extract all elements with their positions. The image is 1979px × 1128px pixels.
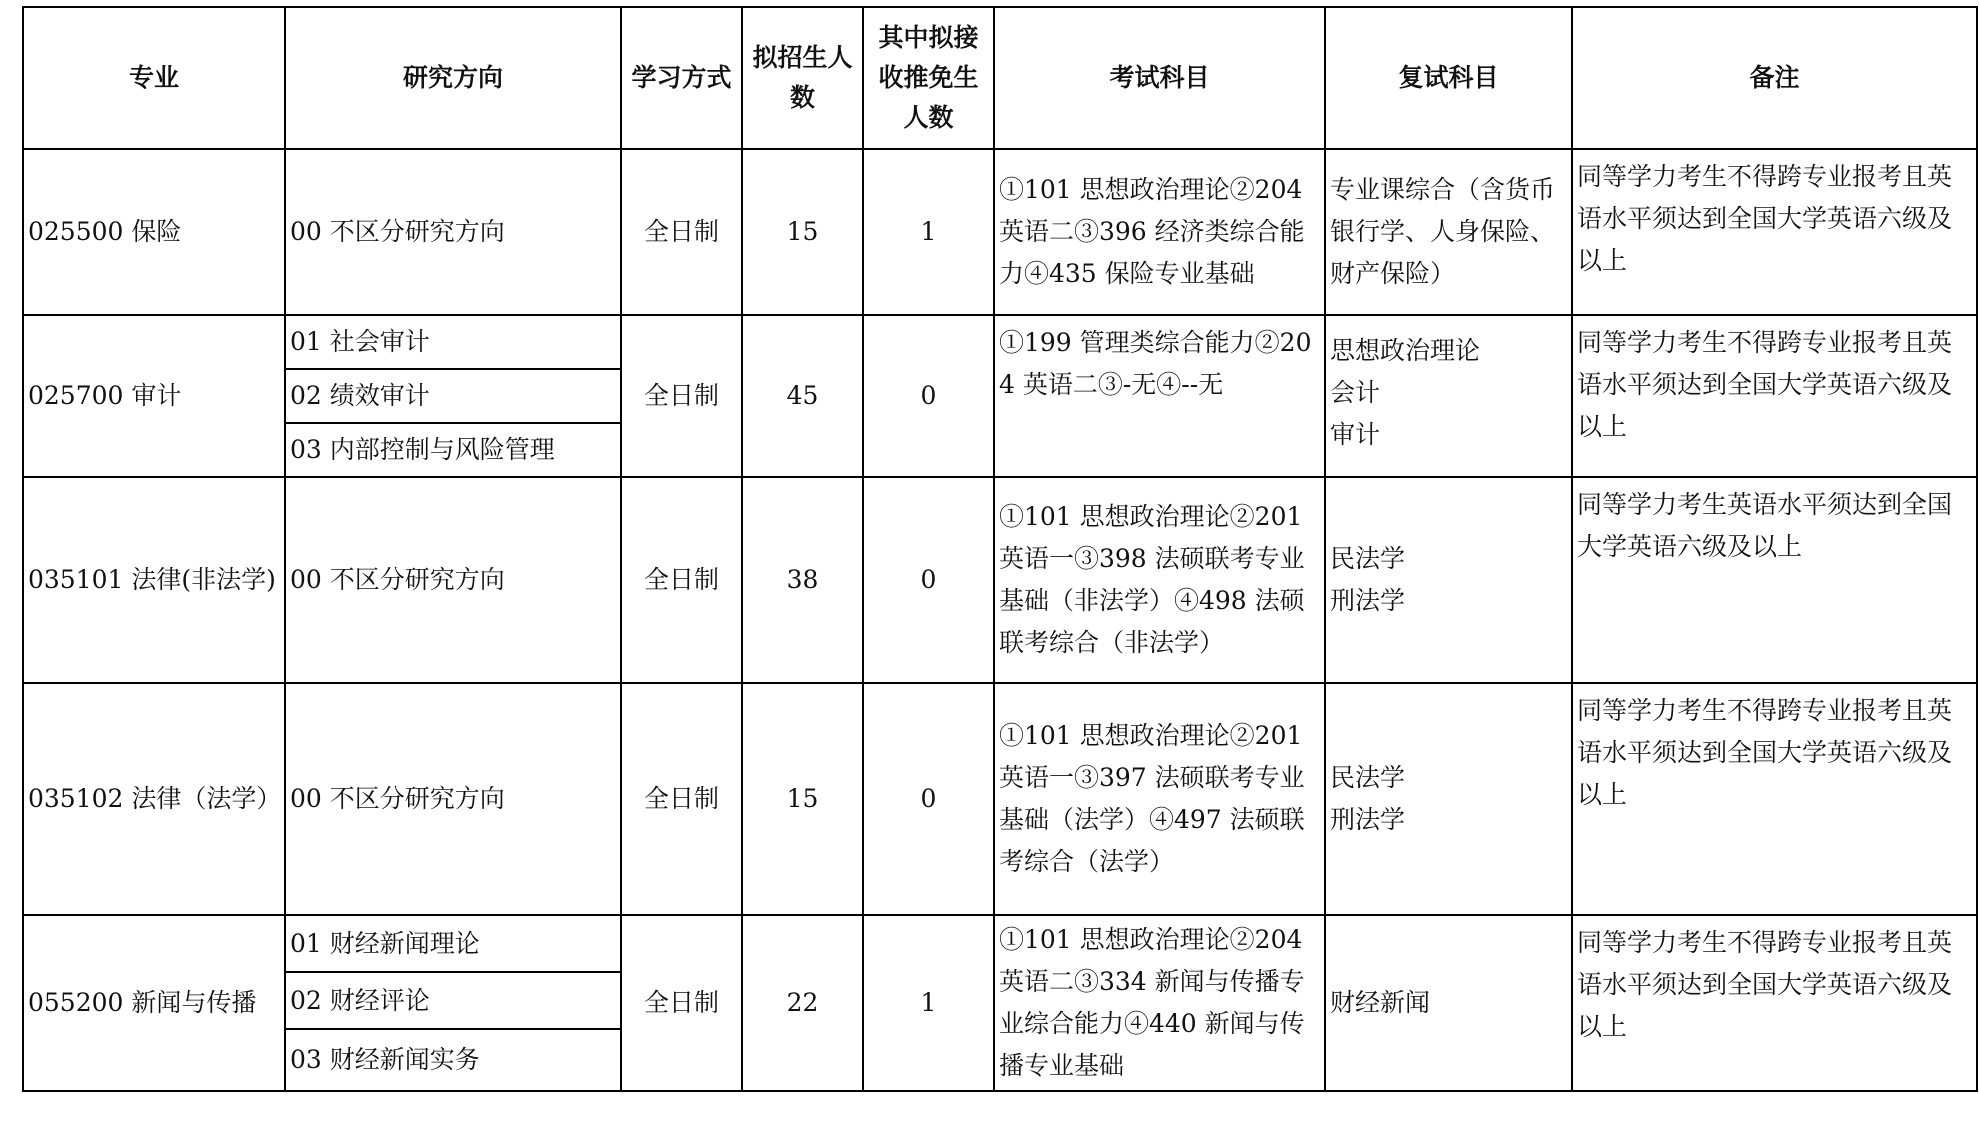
- exam-subjects-cell: ①101 思想政治理论②204 英语二③334 新闻与传播专业综合能力④440 新闻与传播专业基础: [994, 915, 1325, 1091]
- direction-cell: 00 不区分研究方向: [285, 683, 621, 915]
- study-mode-cell: 全日制: [621, 315, 742, 477]
- exam-subjects-cell: ①101 思想政治理论②204 英语二③396 经济类综合能力④435 保险专业基础: [994, 149, 1325, 315]
- header-direction: 研究方向: [285, 7, 621, 149]
- table-row: [23, 683, 1977, 915]
- plan-count-cell: 15: [742, 149, 863, 315]
- study-mode-cell: 全日制: [621, 683, 742, 915]
- plan-count-cell: 38: [742, 477, 863, 683]
- admissions-table-container: [22, 6, 1978, 1092]
- header-notes: 备注: [1572, 7, 1977, 149]
- notes-cell: 同等学力考生不得跨专业报考且英语水平须达到全国大学英语六级及以上: [1572, 915, 1977, 1091]
- direction-cell: 02 财经评论: [285, 972, 621, 1029]
- notes-cell: 同等学力考生不得跨专业报考且英语水平须达到全国大学英语六级及以上: [1572, 315, 1977, 477]
- exempt-count-cell: 0: [863, 683, 994, 915]
- major-cell: 025700 审计: [23, 315, 285, 477]
- header-study-mode: 学习方式: [621, 7, 742, 149]
- header-retest-subjects: 复试科目: [1325, 7, 1572, 149]
- notes-cell: 同等学力考生不得跨专业报考且英语水平须达到全国大学英语六级及以上: [1572, 149, 1977, 315]
- exempt-count-cell: 1: [863, 915, 994, 1091]
- header-major: 专业: [23, 7, 285, 149]
- direction-cell: 01 财经新闻理论: [285, 915, 621, 972]
- study-mode-cell: 全日制: [621, 477, 742, 683]
- plan-count-cell: 15: [742, 683, 863, 915]
- study-mode-cell: 全日制: [621, 915, 742, 1091]
- table-row: [23, 315, 1977, 369]
- retest-subjects-cell: 专业课综合（含货币银行学、人身保险、财产保险）: [1325, 149, 1572, 315]
- plan-count-cell: 45: [742, 315, 863, 477]
- table-row: [23, 477, 1977, 683]
- exempt-count-cell: 1: [863, 149, 994, 315]
- retest-subjects-cell: 财经新闻: [1325, 915, 1572, 1091]
- major-cell: 035102 法律（法学）: [23, 683, 285, 915]
- notes-cell: 同等学力考生英语水平须达到全国大学英语六级及以上: [1572, 477, 1977, 683]
- exempt-count-cell: 0: [863, 315, 994, 477]
- retest-subjects-cell: 思想政治理论 会计 审计: [1325, 315, 1572, 477]
- notes-cell: 同等学力考生不得跨专业报考且英语水平须达到全国大学英语六级及以上: [1572, 683, 1977, 915]
- retest-subjects-cell: 民法学 刑法学: [1325, 683, 1572, 915]
- exam-subjects-cell: ①199 管理类综合能力②204 英语二③-无④--无: [994, 315, 1325, 477]
- major-cell: 035101 法律(非法学): [23, 477, 285, 683]
- header-exempt-count: 其中拟接收推免生人数: [863, 7, 994, 149]
- study-mode-cell: 全日制: [621, 149, 742, 315]
- header-exam-subjects: 考试科目: [994, 7, 1325, 149]
- direction-cell: 00 不区分研究方向: [285, 477, 621, 683]
- major-cell: 055200 新闻与传播: [23, 915, 285, 1091]
- direction-cell: 00 不区分研究方向: [285, 149, 621, 315]
- direction-cell: 02 绩效审计: [285, 369, 621, 423]
- retest-subjects-cell: 民法学 刑法学: [1325, 477, 1572, 683]
- direction-cell: 03 内部控制与风险管理: [285, 423, 621, 477]
- plan-count-cell: 22: [742, 915, 863, 1091]
- admissions-table: [22, 6, 1978, 1092]
- exam-subjects-cell: ①101 思想政治理论②201 英语一③398 法硕联考专业基础（非法学）④498 法硕联考综合（非法学）: [994, 477, 1325, 683]
- header-plan-count: 拟招生人数: [742, 7, 863, 149]
- direction-cell: 03 财经新闻实务: [285, 1029, 621, 1091]
- exam-subjects-cell: ①101 思想政治理论②201 英语一③397 法硕联考专业基础（法学）④497 法硕联考综合（法学）: [994, 683, 1325, 915]
- exempt-count-cell: 0: [863, 477, 994, 683]
- header-row: [23, 7, 1977, 149]
- table-row: [23, 149, 1977, 315]
- direction-cell: 01 社会审计: [285, 315, 621, 369]
- table-row: [23, 915, 1977, 972]
- major-cell: 025500 保险: [23, 149, 285, 315]
